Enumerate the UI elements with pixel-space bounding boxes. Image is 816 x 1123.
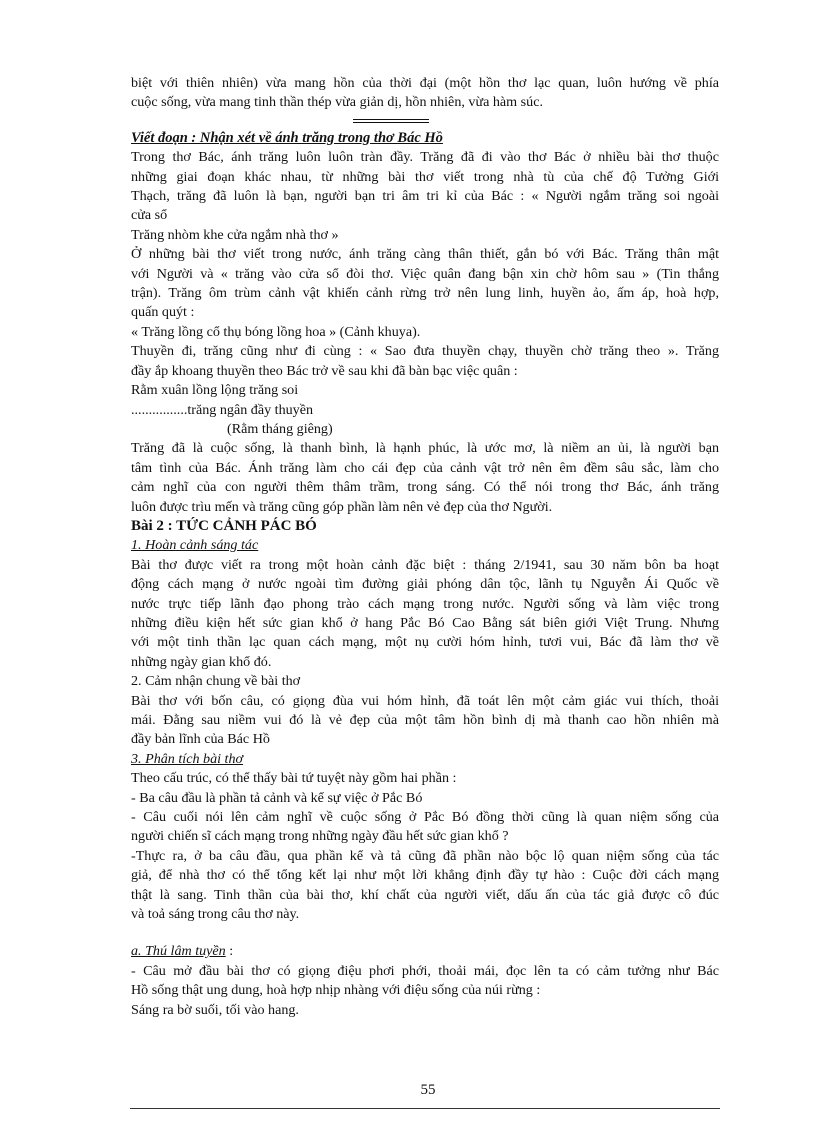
text-line: Trăng đã là cuộc sống, là thanh bình, là hạnh phúc, là ước mơ, là niềm an ủi, là người bạn (131, 440, 719, 457)
text-line: Thạch, trăng đã luôn là bạn, người bạn tri âm tri kỉ của Bác : « Người ngắm trăng soi ngoài (131, 188, 719, 205)
text-line: những điều kiện hết sức gian khổ ở hang Pắc Bó Cao Bằng sát biên giới Việt Trung. Nhưng (131, 614, 719, 631)
text-line: cảm nghĩ của con người thêm thâm trầm, trong sáng. Có thể nói trong thơ Bác, ánh trăng (131, 479, 719, 496)
text-line: nước trực tiếp lãnh đạo phong trào cách mạng trong nước. Người sống và làm việc trong (131, 595, 719, 612)
text-line: những ngày gian khổ đó. (131, 653, 272, 670)
text-line: và toả sáng trong câu thơ này. (131, 906, 300, 923)
text-line: với một tinh thần lạc quan cách mạng, một nụ cười hóm hỉnh, tươi vui, Bác đã làm thơ về (131, 634, 719, 651)
footer-rule (130, 1108, 720, 1109)
text-line: quấn quýt : (131, 304, 195, 321)
text-line: Thuyền đi, trăng cũng như đi cùng : « Sao đưa thuyền chạy, thuyền chờ trăng theo ». Trăng (131, 343, 719, 360)
text-line: thật là sang. Tinh thần của bài thơ, khí chất của người viết, dấu ấn của tác giả được cô đúc (131, 886, 719, 903)
text-line: tâm tình của Bác. Ánh trăng làm cho cái đẹp của cảnh vật trở nên êm đềm sâu sắc, làm cho (131, 459, 719, 476)
double-rule-divider (353, 119, 429, 123)
text-line: Ở những bài thơ viết trong nước, ánh trăng càng thân thiết, gắn bó với Bác. Trăng thân mật (131, 246, 719, 263)
section-heading: Viết đoạn : Nhận xét về ánh trăng trong thơ Bác Hồ (131, 129, 443, 146)
poem-source: (Rằm tháng giêng) (227, 420, 333, 437)
text-line: những giai đoạn khác nhau, từ những bài thơ viết trong nhà tù của chế độ Tưởng Giới (131, 168, 719, 185)
text-line: động cách mạng ở nước ngoài tìm đường giải phóng dân tộc, lãnh tụ Nguyễn Ái Quốc về (131, 576, 719, 593)
text-line: cuộc sống, vừa mang tinh thần thép vừa giản dị, hồn nhiên, vừa hàm súc. (131, 94, 543, 111)
text-line: Hồ sống thật ung dung, hoà hợp nhịp nhàng với điệu sống của núi rừng : (131, 982, 541, 999)
subsection-heading: 3. Phân tích bài thơ (131, 750, 244, 767)
text-line: đầy bản lĩnh của Bác Hồ (131, 731, 270, 748)
text-line: Sáng ra bờ suối, tối vào hang. (131, 1001, 299, 1018)
text-line: cửa sổ (131, 207, 168, 224)
text-line: « Trăng lồng cổ thụ bóng lồng hoa » (Cảnh khuya). (131, 323, 421, 340)
bullet-line: người chiến sĩ cách mạng trong những ngày đầu hết sức gian khổ ? (131, 828, 509, 845)
text-line: Trăng nhòm khe cửa ngắm nhà thơ » (131, 226, 339, 243)
bullet-line: - Ba câu đầu là phần tả cảnh và kể sự việc ở Pắc Bó (131, 789, 423, 806)
bullet-line: - Câu cuối nói lên cảm nghĩ về cuộc sống ở Pắc Bó đồng thời cũng là quan niệm sống của (131, 809, 719, 826)
text-line: trận). Trăng ôm trùm cảnh vật khiến cảnh rừng trở nên lung linh, huyền ảo, ấm áp, hoà hợp, (131, 285, 719, 302)
text-line: đầy ắp khoang thuyền theo Bác trở về sau khi đã bàn bạc việc quân : (131, 362, 518, 379)
poem-line: Rằm xuân lồng lộng trăng soi (131, 382, 299, 399)
text-line: biệt với thiên nhiên) vừa mang hồn của thời đại (một hồn thơ lạc quan, luôn hướng về phía (131, 75, 719, 91)
text-line: -Thực ra, ở ba câu đầu, qua phần kể và tả cũng đã phần nào bộc lộ quan niệm sống của tác (131, 847, 719, 864)
lesson-title: Bài 2 : TỨC CẢNH PÁC BÓ (131, 517, 317, 534)
subsection-heading: 2. Cảm nhận chung về bài thơ (131, 673, 301, 690)
page-number: 55 (420, 1082, 436, 1098)
text-line: giả, để nhà thơ có thể tổng kết lại như một lời khẳng định đầy tự hào : Cuộc đời cách mạng (131, 867, 719, 884)
text-line: Theo cấu trúc, có thể thấy bài tứ tuyệt này gồm hai phần : (131, 770, 457, 787)
subsection-heading (131, 942, 719, 961)
subsection-heading: 1. Hoàn cảnh sáng tác (131, 537, 259, 554)
spacer (131, 924, 719, 942)
text-line: Bài thơ với bốn câu, có giọng đùa vui hóm hỉnh, đã toát lên một cảm giác vui thích, thoải (131, 692, 719, 709)
text-line: Trong thơ Bác, ánh trăng luôn luôn tràn đầy. Trăng đã đi vào thơ Bác ở nhiều bài thơ thuộc (131, 149, 719, 166)
text-line: với Người và « trăng vào cửa sổ đòi thơ. Việc quân đang bận xin chờ hôm sau » (Tin thắng (131, 265, 719, 282)
subsection-heading-label: a. Thú lâm tuyền (131, 943, 226, 960)
text-line: mái. Đằng sau niềm vui đó là vẻ đẹp của một tâm hồn bình dị mà thanh cao hồn nhiên mà (131, 712, 719, 728)
text-line: Bài thơ được viết ra trong một hoàn cảnh đặc biệt : tháng 2/1941, sau 30 năm bôn ba hoạt (131, 556, 719, 573)
text-line: - Câu mở đầu bài thơ có giọng điệu phơi phới, thoải mái, đọc lên ta có cảm tưởng như Bác (131, 962, 719, 979)
text-line: luôn được trìu mến và trăng cũng góp phần làm nên vẻ đẹp của thơ Người. (131, 498, 553, 515)
poem-line: ................trăng ngân đầy thuyền (131, 401, 314, 418)
document-page (131, 74, 719, 1020)
heading-colon: : (225, 943, 234, 960)
